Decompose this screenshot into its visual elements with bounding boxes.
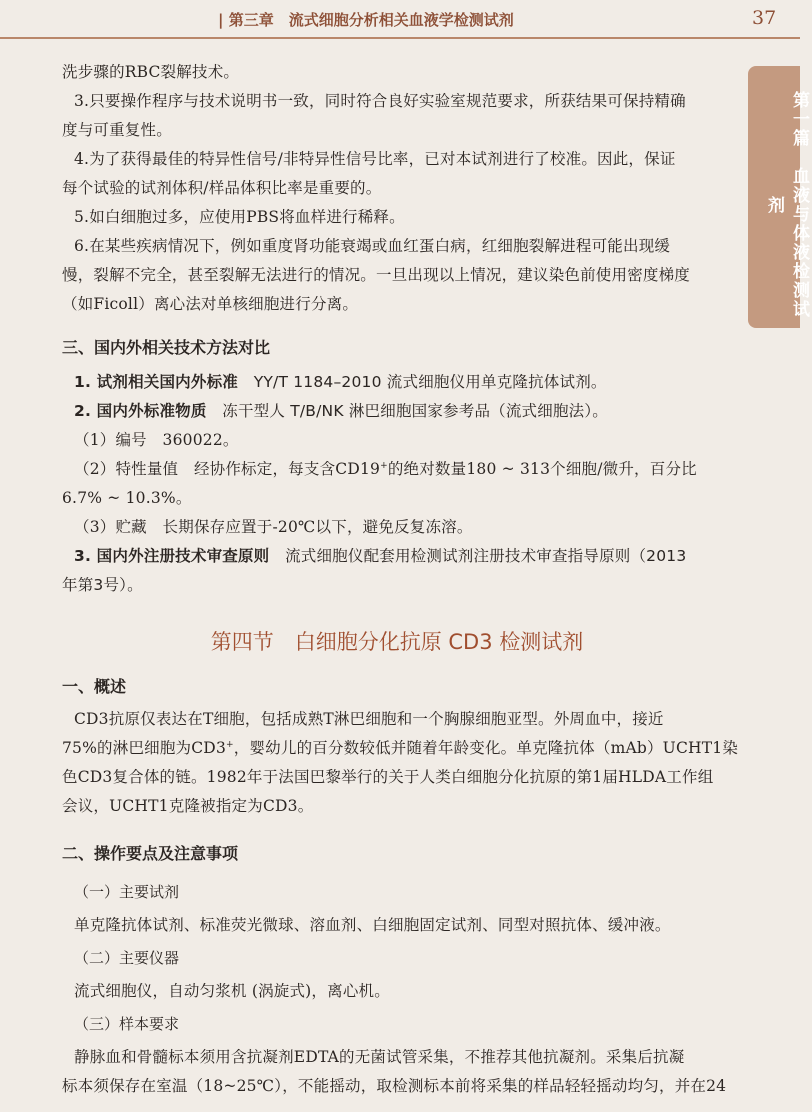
operations-heading: 二、操作要点及注意事项 — [62, 844, 239, 863]
paragraph-line: 洗步骤的RBC裂解技术。 — [62, 63, 240, 81]
item-3 — [62, 542, 732, 571]
header-rule — [0, 37, 800, 39]
item-2-2-cont: 6.7% ~ 10.3%。 — [62, 489, 192, 507]
instruments-text: 流式细胞仪，自动匀浆机 (涡旋式)，离心机。 — [74, 982, 390, 1000]
item-3-text: 流式细胞仪配套用检测试剂注册技术审查指导原则（2013 — [285, 547, 687, 565]
superscript-plus: + — [226, 739, 234, 750]
item-2-3: （3）贮藏 长期保存应置于-20℃以下，避免反复冻溶。 — [74, 518, 473, 536]
paragraph-line: 度与可重复性。 — [62, 121, 172, 139]
item-3-cont: 年第3号）。 — [62, 576, 143, 594]
paragraph-line: 4.为了获得最佳的特异性信号/非特异性信号比率，已对本试剂进行了校准。因此，保证 — [74, 150, 676, 168]
overview-heading: 一、概述 — [62, 677, 127, 696]
running-head: | 第三章 流式细胞分析相关血液学检测试剂 — [218, 11, 514, 29]
overview-text-a: 75%的淋巴细胞为CD3 — [62, 739, 227, 757]
side-tab-label: 第一篇 血液与体液检测试剂 — [764, 91, 809, 319]
paragraph-line: 慢，裂解不完全，甚至裂解无法进行的情况。一旦出现以上情况，建议染色前使用密度梯度 — [62, 266, 691, 284]
paragraph-line: 6.在某些疾病情况下，例如重度肾功能衰竭或血红蛋白病，红细胞裂解进程可能出现缓 — [74, 237, 671, 255]
page-number: 37 — [752, 7, 777, 29]
samples-text: 标本须保存在室温（18~25℃），不能摇动，取检测标本前将采集的样品轻轻摇动均匀，并在24 — [62, 1077, 727, 1095]
item-2-label: 2. 国内外标准物质 — [74, 402, 207, 420]
overview-line: CD3抗原仅表达在T细胞，包括成熟T淋巴细胞和一个胸腺细胞亚型。外周血中，接近 — [74, 710, 664, 728]
item-3-label: 3. 国内外注册技术审查原则 — [74, 547, 270, 565]
overview-line: 会议，UCHT1克隆被指定为CD3。 — [62, 797, 314, 815]
subheading-instruments: （二）主要仪器 — [74, 949, 180, 967]
item-2-2-text-a: （2）特性量值 经协作标定，每支含CD19 — [74, 460, 381, 478]
item-1-label: 1. 试剂相关国内外标准 — [74, 373, 238, 391]
overview-text-b: ，婴幼儿的百分数较低并随着年龄变化。单克隆抗体（mAb）UCHT1染 — [233, 739, 739, 757]
page-header — [0, 0, 800, 40]
paragraph-line: 每个试验的试剂体积/样品体积比率是重要的。 — [62, 179, 382, 197]
superscript-plus: + — [380, 460, 388, 471]
subheading-reagents: （一）主要试剂 — [74, 883, 180, 901]
page-body — [62, 58, 739, 1101]
paragraph-line: （如Ficoll）离心法对单核细胞进行分离。 — [62, 295, 359, 313]
samples-text: 静脉血和骨髓标本须用含抗凝剂EDTA的无菌试管采集，不推荐其他抗凝剂。采集后抗凝 — [74, 1048, 685, 1066]
item-2 — [62, 397, 732, 426]
overview-line — [62, 734, 739, 763]
item-2-text: 冻干型人 T/B/NK 淋巴细胞国家参考品（流式细胞法）。 — [222, 402, 608, 420]
chapter-side-tab — [748, 66, 809, 328]
item-2-1: （1）编号 360022。 — [74, 431, 239, 449]
overview-line: 色CD3复合体的链。1982年于法国巴黎举行的关于人类白细胞分化抗原的第1届HLDA工作组 — [62, 768, 714, 786]
reagents-text: 单克隆抗体试剂、标准荧光微球、溶血剂、白细胞固定试剂、同型对照抗体、缓冲液。 — [74, 916, 671, 934]
item-1-text: YY/T 1184–2010 流式细胞仪用单克隆抗体试剂。 — [253, 373, 607, 391]
item-2-2-text-b: 的绝对数量180 ~ 313个细胞/微升，百分比 — [387, 460, 697, 478]
section-title: 第四节 白细胞分化抗原 CD3 检测试剂 — [210, 630, 584, 654]
item-1 — [62, 368, 732, 397]
paragraph-line: 3.只要操作程序与技术说明书一致，同时符合良好实验室规范要求，所获结果可保持精确 — [74, 92, 686, 110]
paragraph-line: 5.如白细胞过多，应使用PBS将血样进行稀释。 — [74, 208, 405, 226]
section-heading-3: 三、国内外相关技术方法对比 — [62, 338, 271, 357]
item-2-2 — [62, 455, 732, 484]
subheading-samples: （三）样本要求 — [74, 1015, 180, 1033]
